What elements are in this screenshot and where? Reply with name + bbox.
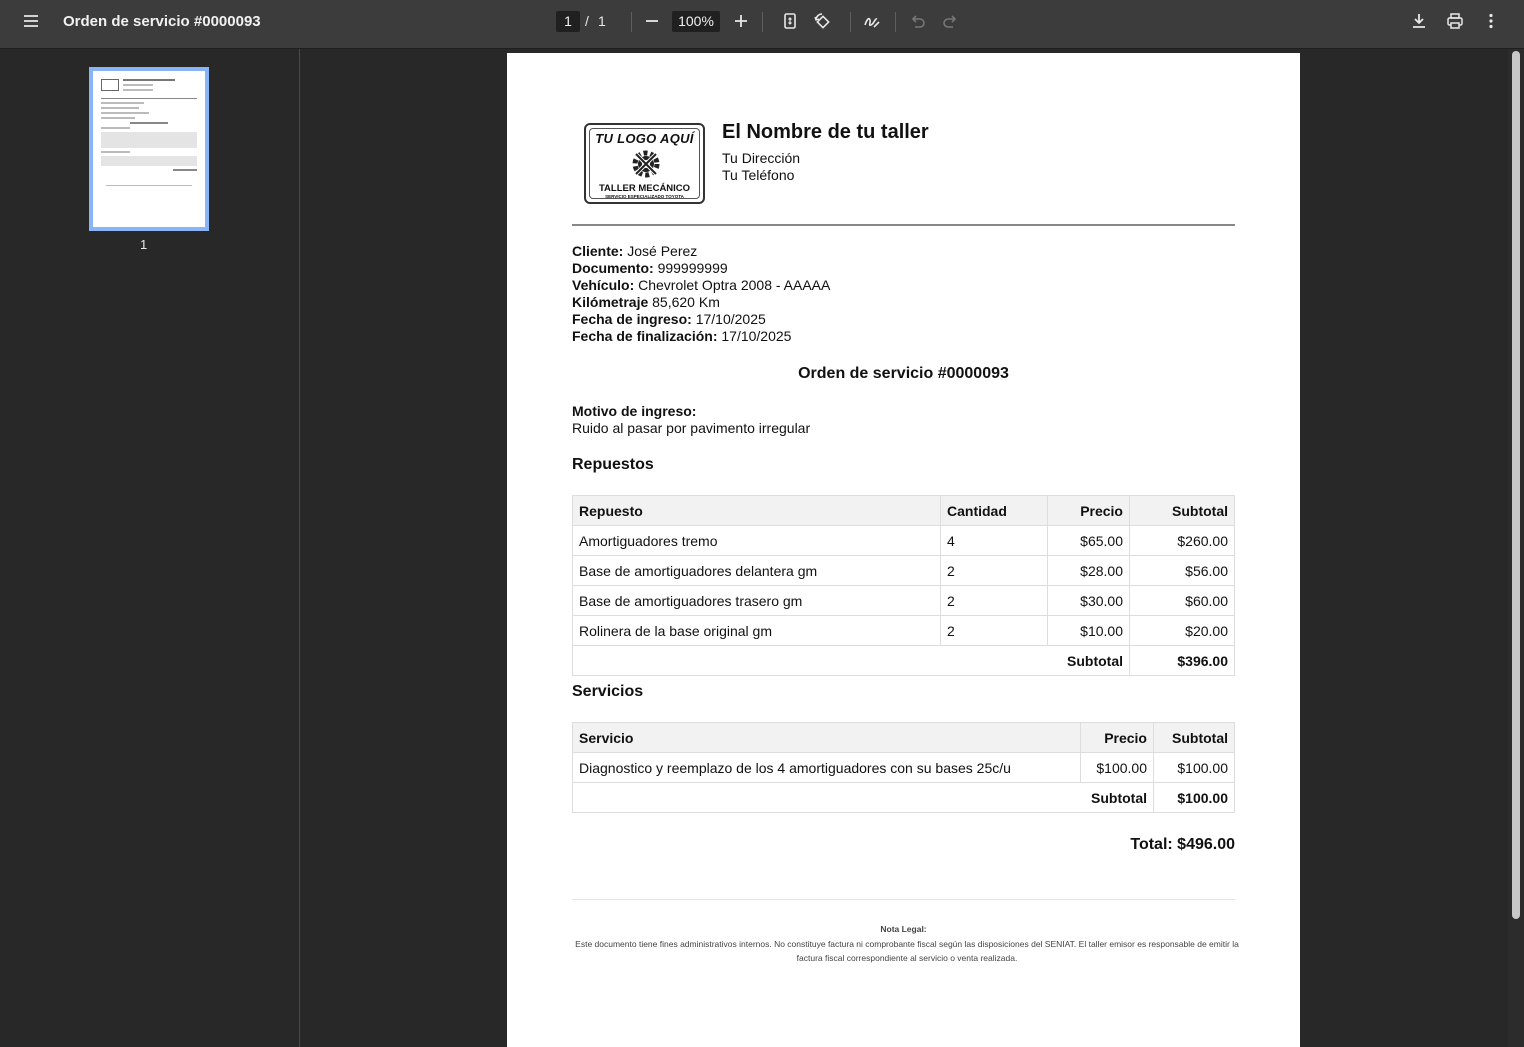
- page-total: 1: [598, 13, 606, 29]
- subtotal-row: [573, 646, 1235, 676]
- table-header: Servicio: [573, 723, 1081, 753]
- shop-address: Tu Dirección: [722, 150, 801, 166]
- table-cell: $100.00: [1154, 753, 1235, 783]
- subtotal-row: [573, 783, 1235, 813]
- document-field: Documento: 999999999: [572, 260, 728, 276]
- zoom-input[interactable]: 100%: [672, 11, 720, 32]
- table-header: Precio: [1048, 496, 1130, 526]
- subtotal-value: $100.00: [1154, 783, 1235, 813]
- table-cell: $28.00: [1048, 556, 1130, 586]
- rotate-icon[interactable]: [806, 5, 838, 37]
- client-field: Cliente: José Perez: [572, 243, 698, 259]
- menu-icon[interactable]: [15, 5, 47, 37]
- table-cell: $65.00: [1048, 526, 1130, 556]
- table-cell: Base de amortiguadores trasero gm: [573, 586, 941, 616]
- table-header: Cantidad: [941, 496, 1048, 526]
- table-cell: Base de amortiguadores delantera gm: [573, 556, 941, 586]
- services-table: [572, 722, 1235, 813]
- table-cell: $20.00: [1130, 616, 1235, 646]
- logo-top-text: TU LOGO AQUÍ: [595, 131, 694, 146]
- legal-note-title: Nota Legal:: [880, 924, 927, 934]
- legal-note-text: Este documento tiene fines administrativos internos. No constituye factura ni comprobante fiscal según las disposiciones del SENIAT. El taller emisor es responsable de emitir la factura fiscal correspondiente al servicio o venta realizada.: [575, 939, 1239, 963]
- table-row: [573, 526, 1235, 556]
- table-cell: 2: [941, 616, 1048, 646]
- table-cell: 4: [941, 526, 1048, 556]
- scrollbar-thumb[interactable]: [1512, 51, 1520, 919]
- logo-bottom-text: TALLER MECÁNICO: [598, 183, 691, 194]
- end-date-field: Fecha de finalización: 17/10/2025: [572, 328, 792, 344]
- thumbnail-page-label: 1: [140, 237, 148, 252]
- parts-section-title: Repuestos: [572, 456, 654, 473]
- subtotal-label: Subtotal: [573, 646, 1130, 676]
- more-icon[interactable]: [1475, 5, 1507, 37]
- table-cell: $30.00: [1048, 586, 1130, 616]
- pdf-page: [507, 53, 1300, 1047]
- header-divider: [572, 224, 1235, 226]
- table-header: Precio: [1081, 723, 1154, 753]
- table-row: [573, 586, 1235, 616]
- shop-name: El Nombre de tu taller: [722, 121, 929, 143]
- footer-divider: [572, 899, 1235, 900]
- table-cell: Amortiguadores tremo: [573, 526, 941, 556]
- toolbar-divider: [895, 12, 896, 32]
- table-row: [573, 556, 1235, 586]
- table-cell: 2: [941, 556, 1048, 586]
- mileage-field: Kilómetraje 85,620 Km: [572, 294, 720, 310]
- scrollbar[interactable]: [1508, 49, 1524, 1047]
- services-section-title: Servicios: [572, 683, 644, 700]
- table-header-row: [573, 723, 1235, 753]
- table-cell: Diagnostico y reemplazo de los 4 amortiguadores con su bases 25c/u: [573, 753, 1081, 783]
- table-cell: Rolinera de la base original gm: [573, 616, 941, 646]
- annotate-icon[interactable]: [856, 5, 888, 37]
- shop-phone: Tu Teléfono: [722, 167, 795, 183]
- table-cell: $100.00: [1081, 753, 1154, 783]
- pdf-toolbar: [0, 0, 1524, 49]
- download-icon[interactable]: [1403, 5, 1435, 37]
- fit-page-icon[interactable]: [774, 5, 806, 37]
- subtotal-label: Subtotal: [573, 783, 1154, 813]
- table-header: Subtotal: [1130, 496, 1235, 526]
- table-cell: $60.00: [1130, 586, 1235, 616]
- grand-total: Total: $496.00: [1130, 836, 1235, 853]
- page-separator: /: [585, 13, 589, 29]
- entry-date-field: Fecha de ingreso: 17/10/2025: [572, 311, 766, 327]
- reason-label: Motivo de ingreso:: [572, 403, 697, 419]
- order-title: Orden de servicio #0000093: [798, 365, 1009, 382]
- logo-sub-text: SERVICIO ESPECIALIZADO TOYOTA: [605, 194, 684, 199]
- zoom-out-icon[interactable]: [636, 5, 668, 37]
- redo-icon[interactable]: [934, 5, 966, 37]
- table-cell: 2: [941, 586, 1048, 616]
- table-header: Subtotal: [1154, 723, 1235, 753]
- parts-table: [572, 495, 1235, 676]
- document-title: Orden de servicio #0000093: [63, 13, 261, 30]
- table-row: [573, 753, 1235, 783]
- table-header: Repuesto: [573, 496, 941, 526]
- table-row: [573, 616, 1235, 646]
- toolbar-divider: [762, 12, 763, 32]
- table-cell: $260.00: [1130, 526, 1235, 556]
- undo-icon[interactable]: [902, 5, 934, 37]
- shop-logo: [584, 123, 705, 204]
- page-thumbnail[interactable]: [89, 67, 209, 231]
- toolbar-divider: [850, 12, 851, 32]
- reason-value: Ruido al pasar por pavimento irregular: [572, 420, 811, 436]
- gear-wrench-icon: [628, 146, 664, 182]
- table-cell: $56.00: [1130, 556, 1235, 586]
- page-number-input[interactable]: 1: [556, 11, 580, 32]
- table-header-row: [573, 496, 1235, 526]
- print-icon[interactable]: [1439, 5, 1471, 37]
- thumbnail-sidebar: [0, 49, 300, 1047]
- toolbar-divider: [631, 12, 632, 32]
- table-cell: $10.00: [1048, 616, 1130, 646]
- subtotal-value: $396.00: [1130, 646, 1235, 676]
- vehicle-field: Vehículo: Chevrolet Optra 2008 - AAAAA: [572, 277, 831, 293]
- zoom-in-icon[interactable]: [725, 5, 757, 37]
